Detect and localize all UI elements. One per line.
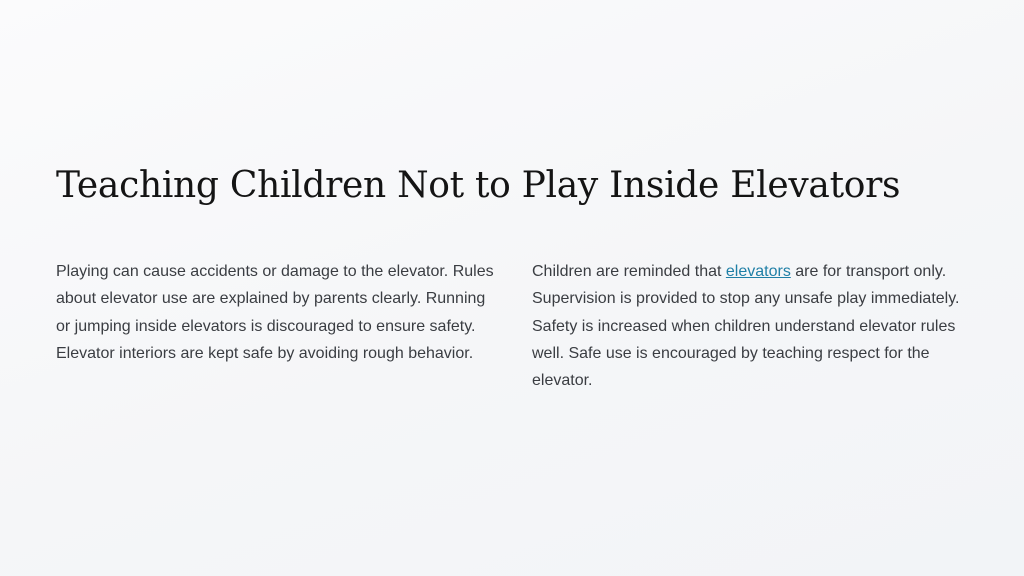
page-title: Teaching Children Not to Play Inside Elevators [56, 165, 901, 206]
left-paragraph [56, 258, 496, 367]
elevators-link[interactable]: elevators [725, 263, 791, 280]
right-paragraph [532, 258, 972, 394]
left-paragraph-text: Playing can cause accidents or damage to the elevator. Rules about elevator use are explained by parents clearly. Running or jumping inside elevators is discouraged to ensure safety. Elevator interiors are kept safe by avoiding rough behavior. [56, 263, 494, 362]
right-paragraph-text-after-link: are for transport only. Supervision is provided to stop any unsafe play immediately. Safety is increased when children understand elevator rules well. Safe use is encouraged by teaching respect for the elevator. [532, 263, 960, 390]
right-paragraph-text-before-link: Children are reminded that [532, 263, 726, 280]
